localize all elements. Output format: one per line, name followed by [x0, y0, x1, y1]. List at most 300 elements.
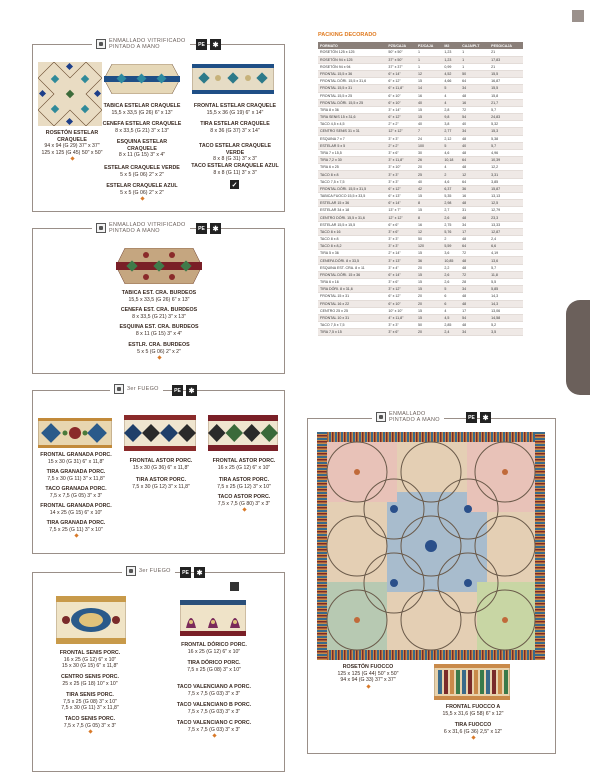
- table-cell: 3" x 4": [386, 264, 416, 271]
- packing-table-body: [318, 49, 523, 336]
- table-cell: 13,33: [489, 221, 523, 228]
- table-cell: TACO 7,5 x 7,5: [318, 322, 386, 329]
- table-cell: TACO 8 x 8: [318, 171, 386, 178]
- table-row: [318, 121, 523, 128]
- bullet-marker: [157, 355, 161, 359]
- table-cell: 4,66: [442, 78, 460, 85]
- product-size: 7,5 x 30 (G 11) 3" x 11,8": [61, 705, 119, 711]
- panel2-header: [92, 222, 190, 234]
- table-cell: 15: [416, 250, 442, 257]
- product-size: 15 x 30 (G 36) 6" x 11,8": [132, 464, 190, 471]
- table-cell: TACO 8 x 16: [318, 228, 386, 235]
- table-cell: 2,4: [442, 329, 460, 336]
- table-cell: 2,6: [442, 271, 460, 278]
- table-cell: 2,6: [442, 279, 460, 286]
- table-cell: 3" x 3": [386, 178, 416, 185]
- panel2-header-text: ENMALLADO VITRIFICADO PINTADO A MANO: [109, 222, 186, 234]
- table-cell: 2,98: [442, 200, 460, 207]
- product-name: FRONTAL GRANADA PORC.: [40, 503, 112, 509]
- table-cell: FRONTAL 10 x 31: [318, 314, 386, 321]
- table-row: [318, 178, 523, 185]
- dorico-tira-caption: [168, 660, 260, 673]
- table-cell: 13,06: [489, 307, 523, 314]
- table-cell: 4: [442, 164, 460, 171]
- table-cell: ESTELAR 5 x 5: [318, 142, 386, 149]
- table-row: [318, 157, 523, 164]
- table-cell: FRONTAL DÓRI. 15,5 x 25: [318, 99, 386, 106]
- kiln-icon: [126, 566, 136, 576]
- table-cell: TIRA DÓRI. 8 x 31,6: [318, 286, 386, 293]
- table-row: [318, 71, 523, 78]
- product-size: 7,5 x 7,5 (G 05) 3" x 3": [63, 722, 117, 729]
- senis-tira-caption: [44, 692, 136, 712]
- product-name: ROSETÓN FUOCCO: [342, 664, 394, 670]
- table-cell: 2: [442, 235, 460, 242]
- tabica-burdeos-caption: [114, 290, 204, 303]
- product-size: 94 x 94 (G 29) 37" x 37": [44, 143, 100, 149]
- product-size: 15,5 x 33,5 (G 26) 6" x 13": [128, 296, 190, 303]
- product-size: 5 x 5 (G 06) 2" x 2": [120, 171, 164, 178]
- table-row: [318, 243, 523, 250]
- astor-frontal2-caption: [204, 458, 284, 471]
- product-name: CENEFA EST. CRA. BURDEOS: [120, 307, 198, 313]
- esquina-burdeos-caption: [114, 324, 204, 337]
- kiln-icon: [114, 384, 124, 394]
- table-cell: 48: [460, 214, 489, 221]
- table-cell: 12,5: [489, 200, 523, 207]
- bullet-marker: [74, 533, 78, 537]
- tabica-estelar-caption: [102, 103, 182, 116]
- table-cell: TIRA 7,2 x 30: [318, 157, 386, 164]
- table-cell: 3,31: [489, 171, 523, 178]
- table-cell: 48: [460, 92, 489, 99]
- table-cell: 37" x 37": [386, 63, 416, 70]
- product-name: TACO VALENCIANO C PORC.: [176, 720, 252, 726]
- table-cell: 5,76: [442, 228, 460, 235]
- table-cell: FRONTAL DÓRI. 15 x 36: [318, 271, 386, 278]
- table-cell: 6" x 11,8": [386, 85, 416, 92]
- table-cell: 4,6: [442, 178, 460, 185]
- table-cell: 5,2: [489, 322, 523, 329]
- table-cell: 15,3: [489, 128, 523, 135]
- table-cell: 72: [460, 106, 489, 113]
- product-size: 15,5 x 36 (G 19) 6" x 14": [206, 109, 264, 116]
- table-cell: 50: [460, 71, 489, 78]
- table-cell: 9,8: [442, 114, 460, 121]
- granada-taco-caption: [34, 486, 118, 499]
- table-cell: 48: [460, 149, 489, 156]
- table-row: [318, 314, 523, 321]
- table-cell: 5: [442, 286, 460, 293]
- table-row: [318, 99, 523, 106]
- table-cell: TIRA 7,5 x 15: [318, 329, 386, 336]
- frontal-astor2-image: [208, 415, 278, 451]
- table-cell: 3" x 12": [386, 286, 416, 293]
- table-cell: FRONTAL DÓRI. 15,5 x 31,6: [318, 78, 386, 85]
- table-cell: 48: [460, 235, 489, 242]
- table-cell: 20: [416, 264, 442, 271]
- table-cell: 3,8: [442, 121, 460, 128]
- table-cell: 50: [416, 235, 442, 242]
- table-cell: 16,87: [489, 78, 523, 85]
- table-cell: 2,7: [442, 207, 460, 214]
- table-row: [318, 235, 523, 242]
- table-cell: TABICA FUOCO 15,5 x 33,5: [318, 192, 386, 199]
- packing-table-title: PACKING DECORADO: [318, 32, 377, 38]
- product-size: 7,5 x 25 (G 12) 3" x 10": [217, 483, 271, 490]
- table-cell: 30: [416, 149, 442, 156]
- product-name: FRONTAL ASTOR PORC.: [212, 458, 276, 464]
- table-cell: FRONTAL 16 x 22: [318, 300, 386, 307]
- cenefa-burdeos-caption: [114, 307, 204, 320]
- table-cell: 4,19: [489, 250, 523, 257]
- product-size: 8 x 36 (G 37) 3" x 14": [210, 127, 260, 134]
- table-cell: 40: [460, 142, 489, 149]
- table-cell: 40: [460, 121, 489, 128]
- product-name: TIRA ASTOR PORC.: [135, 477, 187, 483]
- table-cell: 50" x 50": [386, 49, 416, 56]
- certified-icon: [230, 180, 239, 189]
- product-size: 15 x 30 (G 31) 6" x 11,8": [47, 458, 105, 465]
- table-cell: 3" x 11,8": [386, 157, 416, 164]
- table-cell: 15: [416, 279, 442, 286]
- table-cell: FRONTAL 15 x 31: [318, 293, 386, 300]
- table-cell: 2,6: [442, 214, 460, 221]
- col-header: PZS/CAJA: [386, 42, 416, 49]
- table-cell: ESTELAR 15,5 x 15,5: [318, 221, 386, 228]
- table-row: [318, 164, 523, 171]
- table-cell: 6" x 6": [386, 221, 416, 228]
- table-cell: 8: [416, 214, 442, 221]
- granada-frontal-caption: [34, 452, 118, 465]
- table-cell: 2,85: [442, 322, 460, 329]
- table-cell: 64: [460, 243, 489, 250]
- packing-table-header: [318, 42, 523, 49]
- tabica-burdeos-image: [116, 248, 202, 284]
- product-name: FRONTAL ASTOR PORC.: [129, 458, 193, 464]
- hand-painted-icon: [96, 39, 106, 49]
- table-row: [318, 149, 523, 156]
- table-cell: 6" x 14": [386, 200, 416, 207]
- table-row: [318, 264, 523, 271]
- table-row: [318, 228, 523, 235]
- table-row: [318, 135, 523, 142]
- product-name: TACO VALENCIANO A PORC.: [177, 684, 251, 690]
- table-cell: 17: [460, 228, 489, 235]
- dorico-image: [180, 600, 246, 636]
- product-size: 6 x 31,6 (G 36) 2,5" x 12": [443, 728, 503, 735]
- table-cell: CENTRO SENIS 31 x 31: [318, 128, 386, 135]
- table-cell: 6" x 10": [386, 99, 416, 106]
- table-cell: 6" x 14": [386, 71, 416, 78]
- pe-badge: PE: [466, 412, 477, 423]
- pe-badge: PE: [172, 385, 183, 396]
- table-cell: 3" x 13": [386, 257, 416, 264]
- table-cell: 17,83: [489, 56, 523, 63]
- table-cell: 10" x 10": [386, 307, 416, 314]
- product-name: ESQUINA ESTELAR CRAQUELE: [116, 139, 168, 152]
- product-size: 94 x 94 (G 33) 37" x 37": [340, 677, 396, 683]
- col-header: PZ/CAJA: [416, 42, 442, 49]
- tabica-estelar-image: [104, 64, 180, 94]
- estelar-verde-caption: [102, 165, 182, 178]
- table-cell: 6" x 10": [386, 92, 416, 99]
- table-cell: 34: [460, 85, 489, 92]
- product-name: TACO ESTELAR CRAQUELE AZUL: [191, 163, 279, 169]
- table-cell: 3" x 6": [386, 329, 416, 336]
- table-cell: 14,58: [489, 314, 523, 321]
- col-header: FORMATO: [318, 42, 386, 49]
- tira-fuocco-caption: [426, 722, 520, 739]
- table-cell: 12: [460, 171, 489, 178]
- product-name: TACO VALENCIANO B PORC.: [176, 702, 252, 708]
- panel5-header: [372, 411, 444, 423]
- table-row: [318, 257, 523, 264]
- table-cell: FRONTAL 15,5 x 31: [318, 85, 386, 92]
- product-size: 5 x 5 (G 06) 2" x 2": [120, 189, 164, 196]
- table-row: [318, 92, 523, 99]
- granada-tira-caption: [34, 469, 118, 482]
- senis-centro-caption: [44, 674, 136, 687]
- table-cell: 13" x 7": [386, 207, 416, 214]
- table-cell: 14,3: [489, 293, 523, 300]
- table-cell: 12,2: [489, 164, 523, 171]
- table-cell: 3" x 10": [386, 164, 416, 171]
- table-cell: ESTELAR 15 x 36: [318, 200, 386, 207]
- table-cell: 24: [416, 135, 442, 142]
- table-cell: 40: [416, 121, 442, 128]
- pe-badge: PE: [196, 223, 207, 234]
- table-row: [318, 322, 523, 329]
- table-cell: TIRA 5 x 36: [318, 250, 386, 257]
- table-cell: 20: [416, 164, 442, 171]
- product-size: 7,5 x 7,5 (G 03) 3" x 3": [187, 708, 241, 715]
- table-cell: 48: [460, 135, 489, 142]
- table-cell: 1: [460, 63, 489, 70]
- dorico-frontal-caption: [168, 642, 260, 655]
- panel3-header-text: 3er FUEGO: [127, 386, 159, 392]
- table-cell: 3" x 3": [386, 322, 416, 329]
- table-cell: 5: [442, 85, 460, 92]
- table-row: [318, 271, 523, 278]
- astor-frontal-caption: [120, 458, 202, 471]
- table-cell: 15: [416, 307, 442, 314]
- table-cell: 3" x 6": [386, 228, 416, 235]
- astor-tira-caption: [120, 477, 202, 490]
- product-name: TIRA GRANADA PORC.: [46, 520, 106, 526]
- table-row: [318, 286, 523, 293]
- product-size: 16 x 25 (G 12) 6" x 10": [217, 464, 271, 471]
- table-cell: TIRA 8 x 36: [318, 106, 386, 113]
- product-name: FRONTAL FUOCCO A: [445, 704, 501, 710]
- table-cell: 1: [416, 49, 442, 56]
- table-cell: 2" x 14": [386, 250, 416, 257]
- table-cell: 100: [416, 142, 442, 149]
- table-cell: TIRA 6 x 25: [318, 164, 386, 171]
- table-cell: 12: [416, 228, 442, 235]
- product-size: 16 x 25 (G 12) 6" x 10": [187, 648, 241, 655]
- table-cell: 6: [442, 300, 460, 307]
- table-cell: 15: [416, 271, 442, 278]
- table-cell: 21: [489, 49, 523, 56]
- table-cell: 15: [416, 314, 442, 321]
- table-cell: 15,5: [489, 71, 523, 78]
- table-cell: 34: [460, 221, 489, 228]
- product-size: 7,5 x 25 (G 08) 3" x 10": [63, 698, 117, 705]
- product-name: FRONTAL GRANADA PORC.: [40, 452, 112, 458]
- product-name: FRONTAL DÓRICO PORC.: [181, 642, 247, 648]
- table-cell: 2,8: [442, 106, 460, 113]
- table-cell: 5,85: [489, 286, 523, 293]
- table-cell: 3,5: [489, 329, 523, 336]
- product-size: 7,5 x 7,5 (G 03) 3" x 3": [187, 690, 241, 697]
- panel1-header-text: ENMALLADO VITRIFICADO PINTADO A MANO: [109, 38, 186, 50]
- table-cell: TACO 8 x 8: [318, 235, 386, 242]
- table-cell: 5,32: [489, 121, 523, 128]
- table-cell: 2,77: [442, 128, 460, 135]
- table-row: [318, 279, 523, 286]
- product-name: TIRA FUOCCO: [454, 722, 492, 728]
- product-size: 15,5 x 31,6 (G 58) 6" x 12": [442, 710, 504, 717]
- table-cell: 15: [416, 286, 442, 293]
- table-cell: 64: [460, 178, 489, 185]
- table-cell: 24,83: [489, 114, 523, 121]
- product-name: ESTLR. CRA. BURDEOS: [128, 342, 190, 348]
- table-cell: 3" x 3": [386, 135, 416, 142]
- table-cell: 4,96: [489, 149, 523, 156]
- table-cell: 34: [460, 128, 489, 135]
- table-row: [318, 300, 523, 307]
- astor-taco-caption: [204, 494, 284, 511]
- table-cell: 13,13: [489, 192, 523, 199]
- table-cell: ESQUINA 7 x 7: [318, 135, 386, 142]
- table-cell: 15,8: [489, 92, 523, 99]
- table-cell: 54: [460, 314, 489, 321]
- table-cell: 7: [416, 128, 442, 135]
- table-cell: 6,37: [442, 185, 460, 192]
- bullet-marker: [70, 156, 74, 160]
- table-cell: 21: [489, 63, 523, 70]
- product-size: 5 x 5 (G 06) 2" x 2": [137, 348, 181, 355]
- estelar-azul-caption: [102, 183, 182, 200]
- table-cell: 64: [460, 78, 489, 85]
- table-cell: 13,6: [489, 257, 523, 264]
- roseton-craquele-image: [38, 62, 102, 126]
- product-name: TIRA DÓRICO PORC.: [187, 660, 241, 666]
- hand-painted-icon: [376, 412, 386, 422]
- panel3-header: [110, 384, 163, 394]
- table-cell: 12" x 12": [386, 128, 416, 135]
- table-cell: TACO 4,5 x 4,5: [318, 121, 386, 128]
- table-cell: 36: [416, 257, 442, 264]
- table-cell: 23,3: [489, 214, 523, 221]
- table-cell: 48: [460, 293, 489, 300]
- senis-frontal-caption: [44, 650, 136, 670]
- frost-resistant-icon: [210, 39, 221, 50]
- table-cell: CENEFA DÓRI. 8 x 33,5: [318, 257, 386, 264]
- table-row: [318, 56, 523, 63]
- table-cell: 1: [416, 56, 442, 63]
- table-cell: TIRA 6 x 16: [318, 279, 386, 286]
- table-cell: 15: [416, 207, 442, 214]
- cenefa-estelar-caption: [102, 121, 182, 134]
- side-tab: [566, 300, 590, 395]
- product-name: TABICA ESTELAR CRAQUELE: [103, 103, 181, 109]
- table-cell: 12,87: [489, 228, 523, 235]
- table-cell: 3" x 6": [386, 279, 416, 286]
- product-size: 14 x 25 (G 15) 6" x 10": [49, 509, 103, 516]
- bullet-marker: [242, 507, 246, 511]
- table-cell: 21,7: [489, 99, 523, 106]
- table-cell: FRONTAL 15,5 x 36: [318, 71, 386, 78]
- product-size: 16 x 25 (G 12) 6" x 10": [63, 656, 117, 663]
- table-cell: 50: [416, 322, 442, 329]
- table-cell: 2,4: [489, 235, 523, 242]
- table-cell: 14: [416, 85, 442, 92]
- table-cell: 4: [442, 92, 460, 99]
- product-size: 8 x 8 (G 11) 3" x 3": [213, 169, 257, 176]
- table-cell: ESTELAR 34 x 18: [318, 207, 386, 214]
- table-cell: 42: [416, 185, 442, 192]
- slip-rating-icon: [230, 582, 239, 591]
- table-row: [318, 185, 523, 192]
- product-size: 7,5 x 7,5 (G 05) 3" x 3": [49, 492, 103, 499]
- product-name: TIRA SENIS PORC.: [66, 692, 114, 698]
- table-row: [318, 85, 523, 92]
- table-cell: 0,99: [442, 63, 460, 70]
- frontal-astor-image: [124, 415, 196, 451]
- product-size: 7,5 x 25 (G 11) 3" x 10": [49, 526, 103, 533]
- table-row: [318, 128, 523, 135]
- table-cell: 3" x 14": [386, 106, 416, 113]
- table-cell: 5,7: [489, 264, 523, 271]
- frost-resistant-icon: [194, 567, 205, 578]
- frost-resistant-icon: [210, 223, 221, 234]
- table-cell: 10,18: [442, 157, 460, 164]
- table-cell: 15,5: [489, 85, 523, 92]
- table-cell: 11,8: [489, 271, 523, 278]
- table-cell: 20: [416, 329, 442, 336]
- table-cell: TIRA SENIS 15 x 31,6: [318, 114, 386, 121]
- table-cell: 2" x 2": [386, 142, 416, 149]
- table-cell: 6" x 12": [386, 293, 416, 300]
- table-cell: 1: [460, 56, 489, 63]
- product-size: 7,5 x 25 (G 08) 3" x 10": [187, 666, 241, 673]
- table-cell: 5,5: [489, 279, 523, 286]
- table-cell: 16: [416, 221, 442, 228]
- table-cell: 1: [416, 63, 442, 70]
- table-cell: 4,52: [442, 71, 460, 78]
- senis-image: [56, 596, 126, 644]
- table-cell: 12,79: [489, 207, 523, 214]
- table-cell: 48: [460, 164, 489, 171]
- panel4-header: [122, 566, 175, 576]
- table-cell: 120: [416, 243, 442, 250]
- granada-tira2-caption: [34, 520, 118, 537]
- col-header: PESO/CAJA: [489, 42, 523, 49]
- product-size: 8 x 11 (G 15) 3" x 4": [135, 330, 183, 337]
- product-name: FRONTAL SENIS PORC.: [59, 650, 121, 656]
- table-cell: 3" x 6": [386, 149, 416, 156]
- product-name: TACO ASTOR PORC.: [217, 494, 271, 500]
- table-cell: 20: [416, 300, 442, 307]
- table-cell: 16: [460, 99, 489, 106]
- table-cell: 14,3: [489, 300, 523, 307]
- table-cell: 6,6: [489, 243, 523, 250]
- frontal-estelar-image: [192, 64, 274, 94]
- bullet-marker: [140, 196, 144, 200]
- table-cell: 3" x 3": [386, 235, 416, 242]
